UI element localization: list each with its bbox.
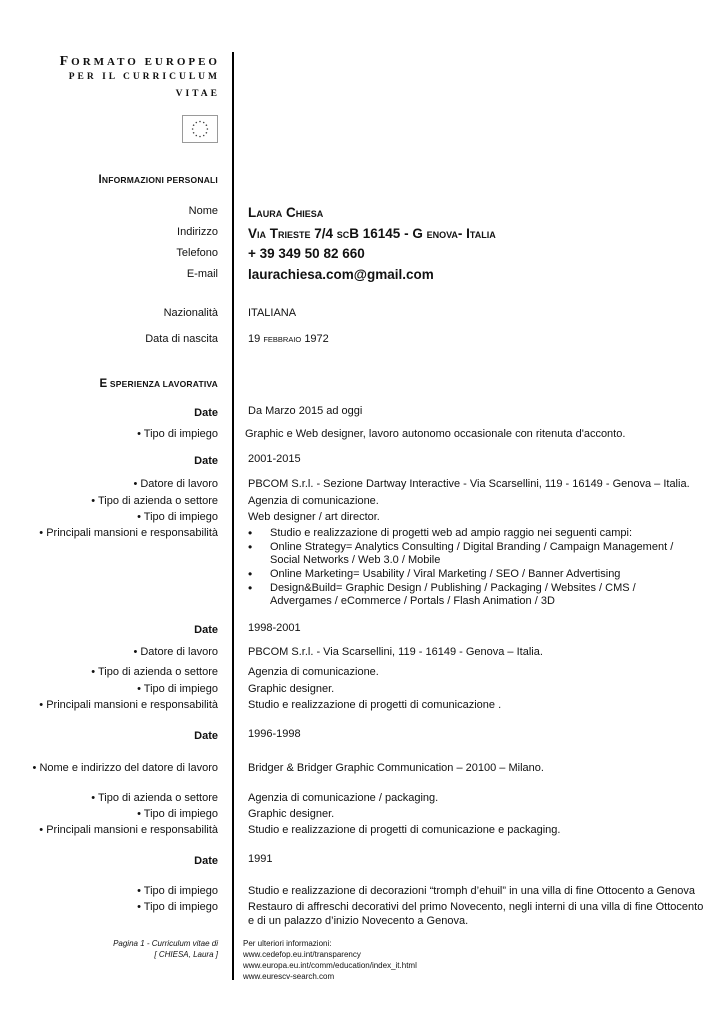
job2-azienda-value: Agenzia di comunicazione. [248, 495, 379, 507]
indirizzo-label: Indirizzo [177, 226, 218, 238]
job3-azienda-value: Agenzia di comunicazione. [248, 666, 379, 678]
vertical-divider [232, 52, 234, 980]
footer-link-cedefop[interactable]: www.cedefop.eu.int/transparency [243, 950, 361, 959]
job5-date-label: Date [194, 855, 218, 867]
job3-mansioni-label: • Principali mansioni e responsabilità [39, 699, 218, 711]
job3-datore-label: • Datore di lavoro [133, 646, 218, 658]
job2-mansioni-list [248, 527, 688, 609]
nascita-label: Data di nascita [145, 333, 218, 345]
footer-page-line1: Pagina 1 - Curriculum vitae di [113, 939, 218, 948]
job4-mansioni-label: • Principali mansioni e responsabilità [39, 824, 218, 836]
section-experience: E SPERIENZA LAVORATIVA [99, 378, 218, 390]
job4-mansioni-value: Studio e realizzazione di progetti di comunicazione e packaging. [248, 824, 561, 836]
footer-link-europa[interactable]: www.europa.eu.int/comm/education/index_it.html [243, 961, 417, 970]
job3-date-value: 1998-2001 [248, 622, 301, 634]
footer-link-eurescv[interactable]: www.eurescv-search.com [243, 972, 335, 981]
list-item: • Online Marketing= Usability / Viral Marketing / SEO / Banner Advertising [248, 567, 621, 581]
job3-tipo-value: Graphic designer. [248, 683, 335, 695]
job2-mansioni-label: • Principali mansioni e responsabilità [39, 527, 218, 539]
nome-label: Nome [188, 205, 218, 217]
indirizzo-value: Via Trieste 7/4 scB 16145 - G enova- Italia [248, 226, 496, 241]
job3-mansioni-value: Studio e realizzazione di progetti di comunicazione . [248, 699, 502, 711]
nazionalita-label: Nazionalità [163, 307, 218, 319]
job4-datore-value: Bridger & Bridger Graphic Communication – 20100 – Milano. [248, 762, 544, 774]
job2-datore-label: • Datore di lavoro [133, 478, 218, 490]
job5-tipo2-label: • Tipo di impiego [137, 901, 218, 913]
job2-tipo-value: Web designer / art director. [248, 511, 380, 523]
job4-azienda-label: • Tipo di azienda o settore [91, 792, 218, 804]
job2-date-value: 2001-2015 [248, 453, 301, 465]
footer-page-info [113, 938, 218, 960]
eu-flag-icon [182, 115, 218, 143]
job3-datore-value: PBCOM S.r.l. - Via Scarsellini, 119 - 16149 - Genova – Italia. [248, 646, 543, 658]
job4-tipo-value: Graphic designer. [248, 808, 335, 820]
job5-date-value: 1991 [248, 853, 273, 865]
job4-datore-label: • Nome e indirizzo del datore di lavoro [32, 762, 218, 774]
footer-page-line2: [ CHIESA, Laura ] [154, 950, 218, 959]
job1-tipo-label: • Tipo di impiego [137, 428, 218, 440]
job5-tipo2-value-line2: e di un palazzo d’inizio Novecento a Genova. [248, 915, 469, 927]
job5-tipo1-label: • Tipo di impiego [137, 885, 218, 897]
email-value[interactable]: laurachiesa.com@gmail.com [248, 267, 434, 282]
nome-value: Laura Chiesa [248, 205, 324, 220]
job4-tipo-label: • Tipo di impiego [137, 808, 218, 820]
cv-title-line3: VITAE [175, 89, 220, 99]
list-item: • Online Strategy= Analytics Consulting / Digital Branding / Campaign Management / Social Networks / Web 3.0 / Mobile [248, 540, 674, 566]
cv-title-line2: PER IL CURRICULUM [68, 72, 220, 82]
job3-azienda-label: • Tipo di azienda o settore [91, 666, 218, 678]
list-item: • Design&Build= Graphic Design / Publishing / Packaging / Websites / CMS / Advergames / eCommerce / Portals / Flash Animation / 3D [248, 581, 636, 607]
job4-azienda-value: Agenzia di comunicazione / packaging. [248, 792, 439, 804]
job5-tipo1-value: Studio e realizzazione di decorazioni “tromph d’ehuil” in una villa di fine Ottocento a Genova [248, 885, 695, 897]
footer-info-label: Per ulteriori informazioni: [243, 939, 332, 948]
footer-links [243, 938, 417, 982]
job4-date-value: 1996-1998 [248, 728, 301, 740]
job5-tipo2-value-line1: Restauro di affreschi decorativi del primo Novecento, negli interni di una villa di fine Ottocento [248, 901, 704, 913]
section-personal-info: INFORMAZIONI PERSONALI [98, 174, 218, 186]
cv-title-line1: FORMATO EUROPEO [59, 54, 220, 69]
nazionalita-value: ITALIANA [248, 307, 297, 319]
job2-tipo-label: • Tipo di impiego [137, 511, 218, 523]
job2-date-label: Date [194, 455, 218, 467]
telefono-label: Telefono [176, 247, 218, 259]
list-item: • Studio e realizzazione di progetti web ad ampio raggio nei seguenti campi: [248, 526, 632, 540]
job2-datore-value: PBCOM S.r.l. - Sezione Dartway Interactive - Via Scarsellini, 119 - 16149 - Genova – Italia. [248, 478, 690, 490]
job2-azienda-label: • Tipo di azienda o settore [91, 495, 218, 507]
job3-date-label: Date [194, 624, 218, 636]
job1-tipo-value: Graphic e Web designer, lavoro autonomo occasionale con ritenuta d'acconto. [245, 428, 626, 440]
telefono-value: + 39 349 50 82 660 [248, 246, 365, 261]
job1-date-value: Da Marzo 2015 ad oggi [248, 405, 363, 417]
job3-tipo-label: • Tipo di impiego [137, 683, 218, 695]
nascita-value: 19 FEBBRAIO 1972 [248, 333, 329, 345]
job4-date-label: Date [194, 730, 218, 742]
email-label: E-mail [186, 268, 218, 280]
job1-date-label: Date [194, 407, 218, 419]
